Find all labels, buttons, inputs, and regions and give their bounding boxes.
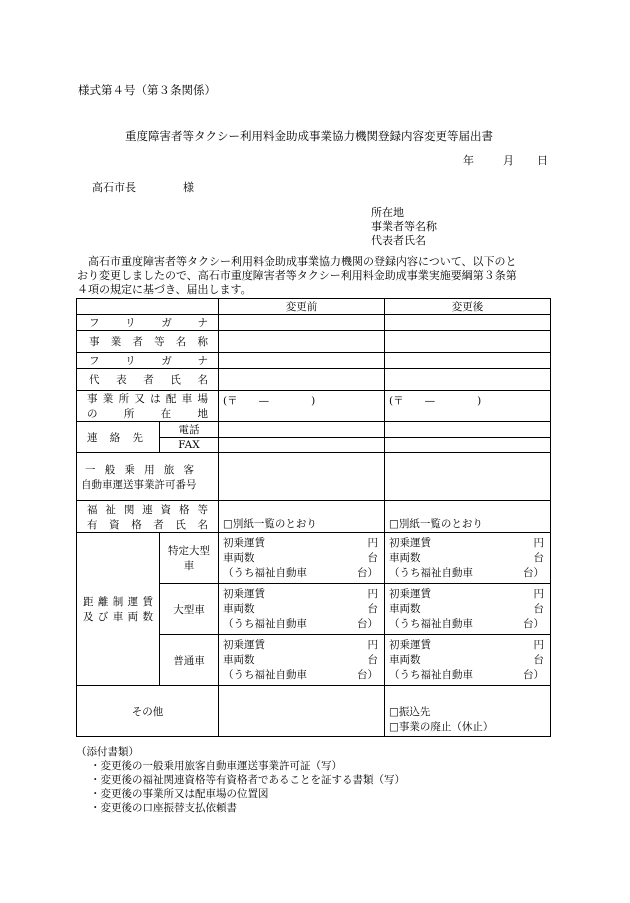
addressee-honorific: 様 bbox=[183, 181, 194, 194]
document-title: 重度障害者等タクシー利用料金助成事業協力機関登録内容変更等届出書 bbox=[125, 129, 493, 143]
office-address-before[interactable] bbox=[219, 391, 385, 422]
representative-label: 代 表 者 氏 名 bbox=[77, 369, 219, 391]
business-furigana-after[interactable] bbox=[385, 315, 551, 331]
regular-before[interactable]: 初乗運賃 円 車両数 台 （うち福祉自動車 台） bbox=[219, 635, 385, 686]
header-after: 変更後 bbox=[385, 299, 551, 315]
fax-before[interactable] bbox=[219, 438, 385, 453]
license-number-label: 一 般 乗 用 旅 客 自動車運送事業許可番号 bbox=[77, 453, 219, 501]
office-address-label: 事 業 所 又 は 配 車 場 の 所 在 地 bbox=[77, 391, 219, 422]
other-after[interactable] bbox=[385, 686, 551, 737]
distance-fare-label: 距 離 制 運 賃 及 び 車 両 数 bbox=[77, 533, 160, 686]
body-text-line-3: ４項の規定に基づき、届出します。 bbox=[77, 283, 252, 296]
other-before[interactable] bbox=[219, 686, 385, 737]
fax-label: FAX bbox=[160, 438, 219, 453]
body-text-line-2: おり変更しましたので、高石市重度障害者等タクシー利用料金助成事業実施要綱第３条第 bbox=[77, 269, 517, 282]
fax-after[interactable] bbox=[385, 438, 551, 453]
attachment-item: ・変更後の口座振替支払依頼書 bbox=[90, 802, 237, 814]
special-large-after[interactable]: 初乗運賃 円 車両数 台 （うち福祉自動車 台） bbox=[385, 533, 551, 584]
header-blank bbox=[77, 299, 219, 315]
welfare-qualified-after[interactable] bbox=[385, 501, 551, 533]
other-label: その他 bbox=[77, 686, 219, 737]
body-text-line-1: 高石市重度障害者等タクシー利用料金助成事業協力機関の登録内容について、以下のと bbox=[88, 255, 517, 268]
date-year: 年 bbox=[463, 154, 474, 167]
date-month: 月 bbox=[503, 154, 514, 167]
welfare-qualified-label: 福 祉 関 連 資 格 等 有 資 格 者 氏 名 bbox=[77, 501, 219, 533]
business-furigana-label: フ リ ガ ナ bbox=[77, 315, 219, 331]
business-furigana-before[interactable] bbox=[219, 315, 385, 331]
business-name-after[interactable] bbox=[385, 331, 551, 353]
table-row bbox=[77, 686, 551, 737]
change-notification-table bbox=[76, 298, 551, 737]
welfare-qualified-before[interactable] bbox=[219, 501, 385, 533]
table-row bbox=[77, 315, 551, 331]
regular-after[interactable]: 初乗運賃 円 車両数 台 （うち福祉自動車 台） bbox=[385, 635, 551, 686]
postal-code-after: (〒 — ) bbox=[389, 395, 482, 407]
vehicle-type-regular: 普通車 bbox=[160, 635, 219, 686]
table-row bbox=[77, 369, 551, 391]
form-number: 様式第４号（第３条関係） bbox=[78, 83, 216, 97]
vehicle-type-special-large: 特定大型車 bbox=[160, 533, 219, 584]
license-number-after[interactable] bbox=[385, 453, 551, 501]
license-number-label-line-2: 自動車運送事業許可番号 bbox=[81, 478, 197, 491]
contact-label: 連 絡 先 bbox=[77, 422, 160, 453]
attachment-item: ・変更後の事業所又は配車場の位置図 bbox=[90, 788, 269, 800]
table-row bbox=[77, 422, 551, 438]
separate-sheet-after-checkbox[interactable]: □別紙一覧のとおり bbox=[389, 518, 483, 530]
table-row bbox=[77, 501, 551, 533]
representative-before[interactable] bbox=[219, 369, 385, 391]
phone-after[interactable] bbox=[385, 422, 551, 438]
abolition-checkbox[interactable]: □事業の廃止（休止） bbox=[389, 721, 494, 733]
large-after[interactable]: 初乗運賃 円 車両数 台 （うち福祉自動車 台） bbox=[385, 584, 551, 635]
separate-sheet-before-checkbox[interactable]: □別紙一覧のとおり bbox=[223, 518, 317, 530]
vehicle-type-large: 大型車 bbox=[160, 584, 219, 635]
postal-code-before: (〒 — ) bbox=[223, 395, 316, 407]
date-day: 日 bbox=[537, 154, 548, 167]
table-row bbox=[77, 391, 551, 422]
representative-furigana-after[interactable] bbox=[385, 353, 551, 369]
office-address-after[interactable] bbox=[385, 391, 551, 422]
large-before[interactable]: 初乗運賃 円 車両数 台 （うち福祉自動車 台） bbox=[219, 584, 385, 635]
transfer-checkbox[interactable]: □振込先 bbox=[389, 706, 431, 718]
business-name-label: 事 業 者 等 名 称 bbox=[77, 331, 219, 353]
representative-furigana-label: フ リ ガ ナ bbox=[77, 353, 219, 369]
phone-before[interactable] bbox=[219, 422, 385, 438]
addressee-name: 高石市長 bbox=[92, 181, 136, 194]
license-number-before[interactable] bbox=[219, 453, 385, 501]
table-row bbox=[77, 353, 551, 369]
table-header-row bbox=[77, 299, 551, 315]
table-row bbox=[77, 453, 551, 501]
special-large-before[interactable]: 初乗運賃 円 車両数 台 （うち福祉自動車 台） bbox=[219, 533, 385, 584]
applicant-location-label: 所在地 bbox=[371, 206, 404, 219]
attachment-item: ・変更後の一般乗用旅客自動車運送事業許可証（写） bbox=[90, 760, 342, 772]
attachments-heading: （添付書類） bbox=[76, 746, 139, 758]
applicant-representative-label: 代表者氏名 bbox=[371, 234, 426, 247]
phone-label: 電話 bbox=[160, 422, 219, 438]
attachment-item: ・変更後の福祉関連資格等有資格者であることを証する書類（写） bbox=[90, 774, 405, 786]
applicant-business-name-label: 事業者等名称 bbox=[371, 220, 437, 233]
representative-after[interactable] bbox=[385, 369, 551, 391]
representative-furigana-before[interactable] bbox=[219, 353, 385, 369]
business-name-before[interactable] bbox=[219, 331, 385, 353]
header-before: 変更前 bbox=[219, 299, 385, 315]
table-row bbox=[77, 331, 551, 353]
table-row bbox=[77, 533, 551, 584]
